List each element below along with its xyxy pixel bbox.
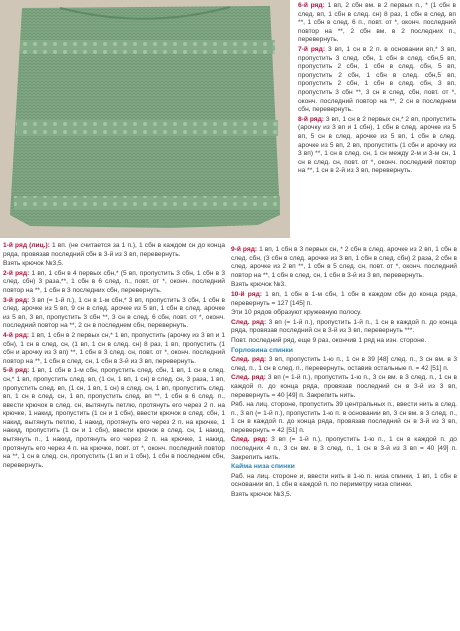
instruction-text: Взять крючок №3,5. (231, 491, 292, 499)
instruction-text: 1 вп, 2 сбн вм. в 2 первых п., * (1 сбн в след. вп, 1 сбн в след. сн) 8 раз, 1 сбн в след. вп **, 1 сбн в след. 6 п., повт. от *, оконч. последний повтор на **, 2 сбн вм. в 2 последних п., перевернуть. (298, 2, 456, 44)
instructions-column-top-right (298, 2, 456, 177)
instruction-text: Взять крючок №3. (231, 281, 287, 289)
instruction-text: Взять крючок №3,5. (3, 260, 64, 268)
row-label: 9-й ряд: (231, 246, 258, 253)
instruction-paragraph (231, 473, 457, 490)
instruction-paragraph (231, 291, 457, 308)
instruction-paragraph (231, 319, 457, 336)
instruction-paragraph (3, 242, 225, 259)
row-label: 3-й ряд: (3, 296, 30, 304)
row-label: 4-й ряд: (3, 331, 30, 339)
instruction-paragraph (231, 401, 457, 435)
row-label: След. ряд: (231, 374, 266, 382)
instruction-paragraph (298, 2, 456, 45)
instruction-paragraph (3, 270, 225, 296)
instruction-paragraph (231, 436, 457, 462)
instruction-paragraph (3, 367, 225, 470)
instruction-text: 3 вп (= 1-й п.), пропустить 1-ю п., 1 сн в каждой п. до последних 4 п., 3 сн вм. в 3 след. п., 1 сн в 3-й из 3 вп = 40 [49] п. Закрепить нить. (231, 436, 457, 461)
instruction-text: 3 вп (= 1-й п.), пропустить 1-ю п., 3 сн вм. в 3 след. п., 1 сн в каждой п. до конца ряда, провязав последний сн в 3-й из 3 вп, перевернуть = 40 [49] п. Закрепить нить. (231, 374, 457, 399)
instruction-paragraph (3, 297, 225, 331)
instruction-text: 3 вп, 1 сн в 2 первых сн,* 2 вп, пропустить (арочку из 3 вп и 1 сбн), 1 сбн в след. арочке из 5 вп, 5 сн в след. арочке из 5 вп, 1 сбн в след. арочке из 5 вп, 2 вп, пропустить (1 сбн и арочку из 3 вп) **, 1 сн в след. сн, 1 сн между 2-м и 3-м сн, 1 сн в след. сн, повт. от *, оконч. последний повтор на **, 1 сн в 2-й из 3 вп, перевернуть. (298, 115, 456, 175)
knitted-sweater-photo (0, 0, 290, 238)
row-label: 8-й ряд: (298, 115, 325, 123)
instruction-text: Ряб. на лиц. стороне, пропустить 39 центральных п., ввести нить в след. п., 3 вп (= 1-й п.), пропустить 1-ю п. в основании вп, 3 сн вм. в 3 след. п., 1 сн в каждой п. до конца ряда, провязав последний сн в 3-й из 3 вп, перевернуть = 42 [51] п. (231, 401, 457, 434)
instruction-paragraph (231, 309, 457, 318)
instruction-text: 3 вп, 1 сн в 2 п. в основании вп,* 3 вп, пропустить 3 след. сбн, 1 сбн в след. сбн,5 вп, пропустить 2 сбн, 1 сбн в след. сбн, 5 вп, пропустить 2 сбн, 1 сбн в след. сбн,5 вп, пропустить 2 сбн, 1 сбн в след. сбн, 3 вп, пропустить 3 сбн **, 3 сн в след. сбн, повт. от *, оконч. последний повтор на **, 2 сн в последнем сбн, перевернуть. (298, 45, 456, 114)
instruction-paragraph (231, 337, 457, 346)
instruction-text: 3 вп, пропустить 1-ю п., 1 сн в 39 [48] след. п., 3 сн вм. в 3 след. п., 1 сн в след. п., перевернуть, оставив остальные п. = 42 [51] п. (231, 356, 457, 372)
instruction-paragraph (3, 332, 225, 366)
instruction-paragraph (231, 246, 457, 280)
instruction-text: 1 вп, 1 сбн в 3 первых сн, * 2 сбн в след. арочке из 2 вп, 1 сбн в след. сбн, (3 сбн в след. арочке из 3 вп, 1 сбн в след. сбн) 2 раза, 2 сбн в след. арочке из 2 вп **, 1 сбн в 5 след. сн, повт. от *, оконч. последний повтор на **, 1 сбн в след. сн, 1 сбн в 3-й из 3 вп, перевернуть. (231, 246, 457, 279)
sweater-illustration (0, 0, 290, 238)
instruction-text: 1 вп, 1 сбн в 4 первых сбн,* (5 вп, пропустить 3 сбн, 1 сбн в 3 след. сбн) 3 раза,**, 1 сбн в 6 след. п., повт. от *, оконч. последний повтор на **, 1 сбн в 3 последних сбн, перевернуть. (3, 269, 226, 294)
instruction-text: 3 вп (= 1-й п.), пропустить 1-й п., 1 сн в каждой п. до конца ряда, провязав последний сн в 3-й из 3 вп, перевернуть ***. (231, 318, 457, 335)
instruction-paragraph (298, 46, 456, 115)
section-heading: Горловина спинки (231, 346, 293, 354)
instruction-text: 1 вп. (не считается за 1 п.), 1 сбн в каждом сн до конца ряда, провязав последний сбн в 3-й из 3 вп, перевернуть. (3, 242, 225, 258)
row-label: След. ряд: (231, 436, 268, 444)
instruction-paragraph (298, 116, 456, 176)
section-heading: Кайма низа спинки (231, 463, 295, 471)
row-label: 1-й ряд (лиц.): (3, 242, 50, 249)
instruction-text: 3 вп (= 1-й п.), 1 сн в 1-м сбн,* 3 вп, пропустить 3 сбн, 1 сбн в след. арочке из 5 вп, 9 сн в след. арочке из 5 вп, 1 сбн в след. арочке из 5 вп, 3 вп, пропустить 3 сбн **, 3 сн в след. 6 сбн, повт. от *, оконч. последний повтор на **, 2 сн в последнем сбн, перевернуть. (3, 296, 225, 330)
instruction-text: 1 вп, 1 сбн в 1-м сбн, пропустить след. сбн, 1 вп, 1 сн в след. сн,* 1 вп, пропустить след. вп, (1 сн, 1 вп, 1 сн) в след. сн, 3 раза, 1 вп, пропустить след. вп, (1 сн, 1 вп, 1 сн) в след. сн, 1 вп, пропустить след. вп, 1 сн в след. сн, 1 вп, пропустить след. вп **, 1 сбн в 6 след. п., ввести крючок в след. сн, вытянуть петлю, протянуть его через 2 п. на крючке, 1 накид, пропустить (1 сн и 1 сбн), ввести крючок в след. сбн, 1 накид, вытянуть петлю, 1 накид, протянуть его через 2 п. на крючке, 1 накид, пропустить (1 сн и 1 сбн), ввести крючок в след. сн, 1 накид, вытянуть п., 1 накид, протянуть его через 2 п. на крючке, 1 накид, протянуть его через 4 п. на крючке, повт. от *, оконч. последний повтор на **, 1 сн в след. сн, пропустить (1 вп и 1 сбн), 1 сбн в последнем сбн, перевернуть. (3, 367, 225, 469)
row-label: След. ряд: (231, 318, 267, 326)
instruction-paragraph (231, 281, 457, 290)
instruction-paragraph (231, 374, 457, 400)
row-label: 2-й ряд: (3, 269, 30, 277)
instruction-text: Раб. на лиц. стороне и, ввести нить в 1-ю п. низа спинки, 1 вп, 1 сбн в основании вп, 1 сбн в каждой п. по периметру низа спинки. (231, 472, 457, 489)
instructions-column-left (3, 242, 225, 471)
row-label: 10-й ряд: (231, 290, 262, 298)
instruction-paragraph (231, 356, 457, 373)
row-label: След. ряд: (231, 356, 267, 364)
row-label: 7-й ряд: (298, 45, 326, 53)
instruction-paragraph (3, 260, 225, 269)
row-label: 6-й ряд: (298, 2, 325, 9)
instruction-paragraph (231, 491, 457, 500)
instruction-text: 1 вп, 1 сбн в 2 первых сн,* 1 вп, пропустить (арочку из 3 вп и 1 сбн), 1 сн в след. сн, (1 вп, 1 сн в след. сн) 8 раз, 1 вп, пропустить (1 сбн и арочку из 3 вп) **, 1 сбн в 3 след. сн, повт. от *, оконч. последний повтор на **, 1 сбн в след. сн, 1 сбн в 3-й из 3 вп, перевернуть. (3, 331, 225, 365)
instruction-text: 1 вп, 1 сбн в 1-м сбн, 1 сбн в каждом сбн до конца ряда, перевернуть = 127 [145] п. (231, 290, 457, 307)
row-label: 5-й ряд: (3, 367, 30, 375)
instruction-text: Эти 10 рядов образуют кружевную полосу. (231, 309, 362, 317)
instructions-column-right (231, 246, 457, 501)
instruction-text: Повт. последний ряд, еще 9 раз, окончив 1 ряд на изн. стороне. (231, 336, 427, 344)
